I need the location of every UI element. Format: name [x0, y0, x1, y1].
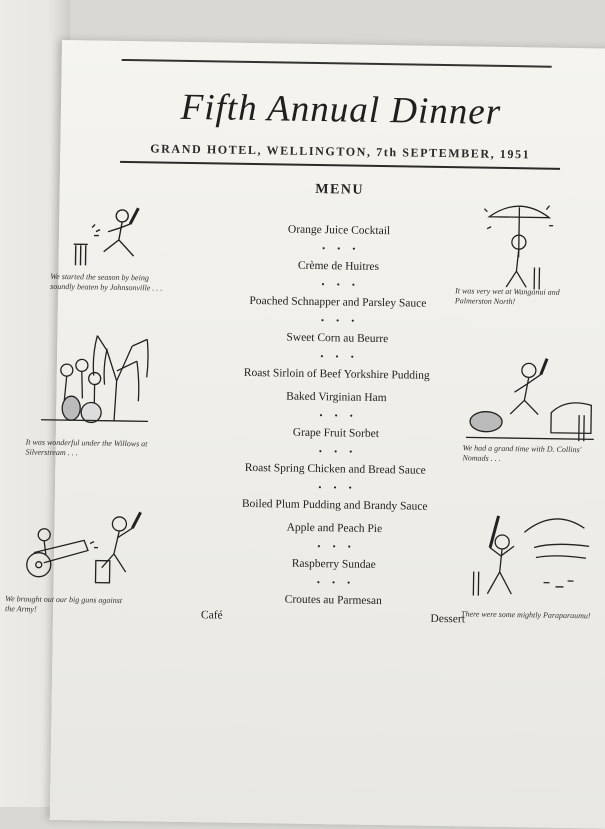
menu-item: Orange Juice Cocktail	[189, 220, 489, 242]
caption-right-1: It was very wet at Wanganui and Palmerston North!	[455, 286, 595, 308]
venue-date-line: GRAND HOTEL, WELLINGTON, 7th SEPTEMBER, 1951	[120, 141, 560, 163]
dot-separator: •••	[185, 440, 485, 464]
menu-item: Poached Schnapper and Parsley Sauce	[188, 292, 488, 314]
menu-item: Baked Virginian Ham	[186, 387, 486, 409]
menu-item-right: Dessert	[430, 611, 465, 629]
menu-item: Roast Sirloin of Beef Yorkshire Pudding	[187, 364, 487, 386]
nomads-cartoon-icon	[466, 351, 597, 443]
dot-separator: •••	[189, 237, 489, 261]
dot-separator: •••	[187, 345, 487, 369]
caption-left-2: It was wonderful under the Willows at Silverstream . . .	[25, 437, 160, 459]
title-rule	[120, 161, 560, 170]
menu-pair	[183, 607, 483, 629]
dot-separator: •••	[184, 535, 484, 559]
umbrella-cricketer-cartoon-icon	[478, 197, 559, 293]
menu-item: Sweet Corn au Beurre	[187, 328, 487, 350]
top-rule	[122, 59, 552, 68]
caption-right-3: There were some mightly Paraparaumu!	[461, 609, 596, 621]
caption-right-2: We had a grand time with D. Collins' Nomads . . .	[462, 443, 597, 465]
caption-left-3: We brought out our big guns against the Army!	[5, 594, 125, 616]
menu-item: Boiled Plum Pudding and Brandy Sauce	[185, 495, 485, 517]
dot-separator: •••	[185, 476, 485, 500]
batsman-cartoon-icon	[63, 205, 159, 271]
dot-separator: •••	[183, 571, 483, 595]
menu-item-left: Café	[201, 607, 223, 624]
dot-separator: •••	[186, 404, 486, 428]
menu-item: Crème de Huitres	[188, 256, 488, 278]
dot-separator: •••	[188, 273, 488, 297]
cannon-cartoon-icon	[13, 504, 144, 586]
menu-item: Roast Spring Chicken and Bread Sauce	[185, 459, 485, 481]
menu-item: Apple and Peach Pie	[184, 518, 484, 540]
page-title: Fifth Annual Dinner	[121, 85, 562, 135]
menu-item: Croutes au Parmesan	[183, 590, 483, 612]
picnic-under-willows-cartoon-icon	[36, 330, 152, 427]
menu-item: Raspberry Sundae	[184, 554, 484, 576]
menu-heading: MENU	[120, 179, 560, 202]
caption-left-1: We started the season by being soundly beaten by Johnsonville . . .	[50, 272, 170, 294]
beach-cricketer-cartoon-icon	[463, 501, 595, 603]
menu-item: Grape Fruit Sorbet	[186, 423, 486, 445]
menu-list	[183, 220, 489, 629]
menu-page	[50, 40, 605, 829]
dot-separator: •••	[187, 309, 487, 333]
